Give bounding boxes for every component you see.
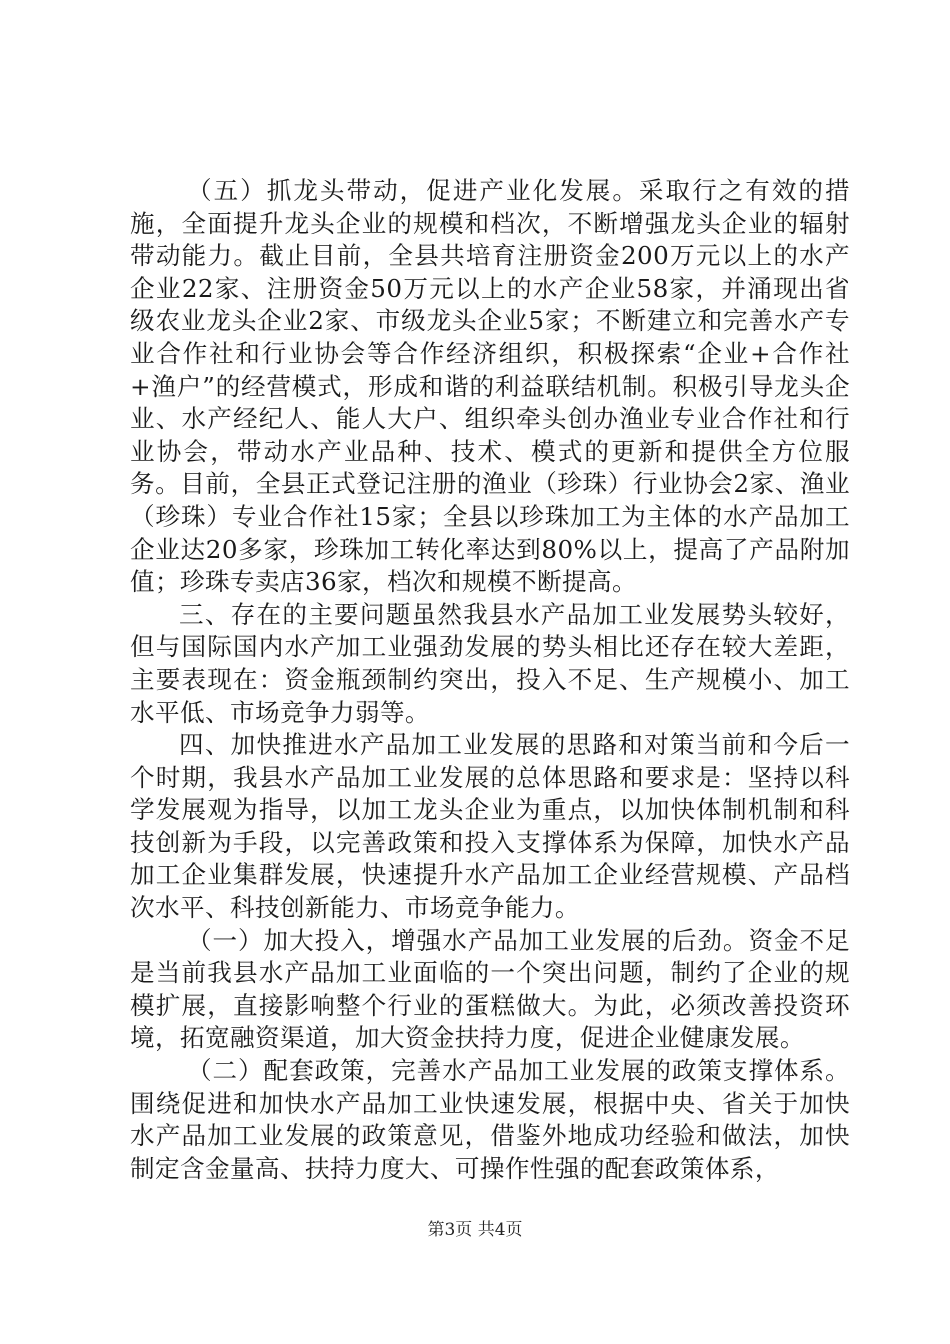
paragraph-supporting-policies: （二）配套政策，完善水产品加工业发展的政策支撑体系。围绕促进和加快水产品加工业快速发展，根据中央、省关于加快水产品加工业发展的政策意见，借鉴外地成功经验和做法，加快制定含金量高、扶持力度大、可操作性强的配套政策体系，: [130, 1056, 850, 1183]
paragraph-increase-investment: （一）加大投入，增强水产品加工业发展的后劲。资金不足是当前我县水产品加工业面临的一个突出问题，制约了企业的规模扩展，直接影响整个行业的蛋糕做大。为此，必须改善投资环境，拓宽融资渠道，加大资金扶持力度，促进企业健康发展。: [130, 925, 850, 1053]
page-number-footer: 第3页 共4页: [427, 1220, 523, 1240]
paragraph-main-problems: 三、存在的主要问题虽然我县水产品加工业发展势头较好，但与国际国内水产加工业强劲发展的势头相比还存在较大差距，主要表现在：资金瓶颈制约突出，投入不足、生产规模小、加工水平低、市场竞争力弱等。: [130, 599, 850, 727]
document-body: [130, 175, 850, 1185]
paragraph-ideas-and-measures: 四、加快推进水产品加工业发展的思路和对策当前和今后一个时期，我县水产品加工业发展的总体思路和要求是：坚持以科学发展观为指导，以加工龙头企业为重点，以加快体制机制和科技创新为手段，以完善政策和投入支撑体系为保障，加快水产品加工企业集群发展，快速提升水产品加工企业经营规模、产品档次水平、科技创新能力、市场竞争能力。: [130, 730, 850, 923]
paragraph-leading-enterprises: （五）抓龙头带动，促进产业化发展。采取行之有效的措施，全面提升龙头企业的规模和档次，不断增强龙头企业的辐射带动能力。截止目前，全县共培育注册资金200万元以上的水产企业22家、注册资金50万元以上的水产企业58家，并涌现出省级农业龙头企业2家、市级龙头企业5家；不断建立和完善水产专业合作社和行业协会等合作经济组织，积极探索“企业+合作社+渔户”的经营模式，形成和谐的利益联结机制。积极引导龙头企业、水产经纪人、能人大户、组织牵头创办渔业专业合作社和行业协会，带动水产业品种、技术、模式的更新和提供全方位服务。目前，全县正式登记注册的渔业（珍珠）行业协会2家、渔业（珍珠）专业合作社15家；全县以珍珠加工为主体的水产品加工企业达20多家，珍珠加工转化率达到80%以上，提高了产品附加值；珍珠专卖店36家，档次和规模不断提高。: [130, 176, 850, 597]
